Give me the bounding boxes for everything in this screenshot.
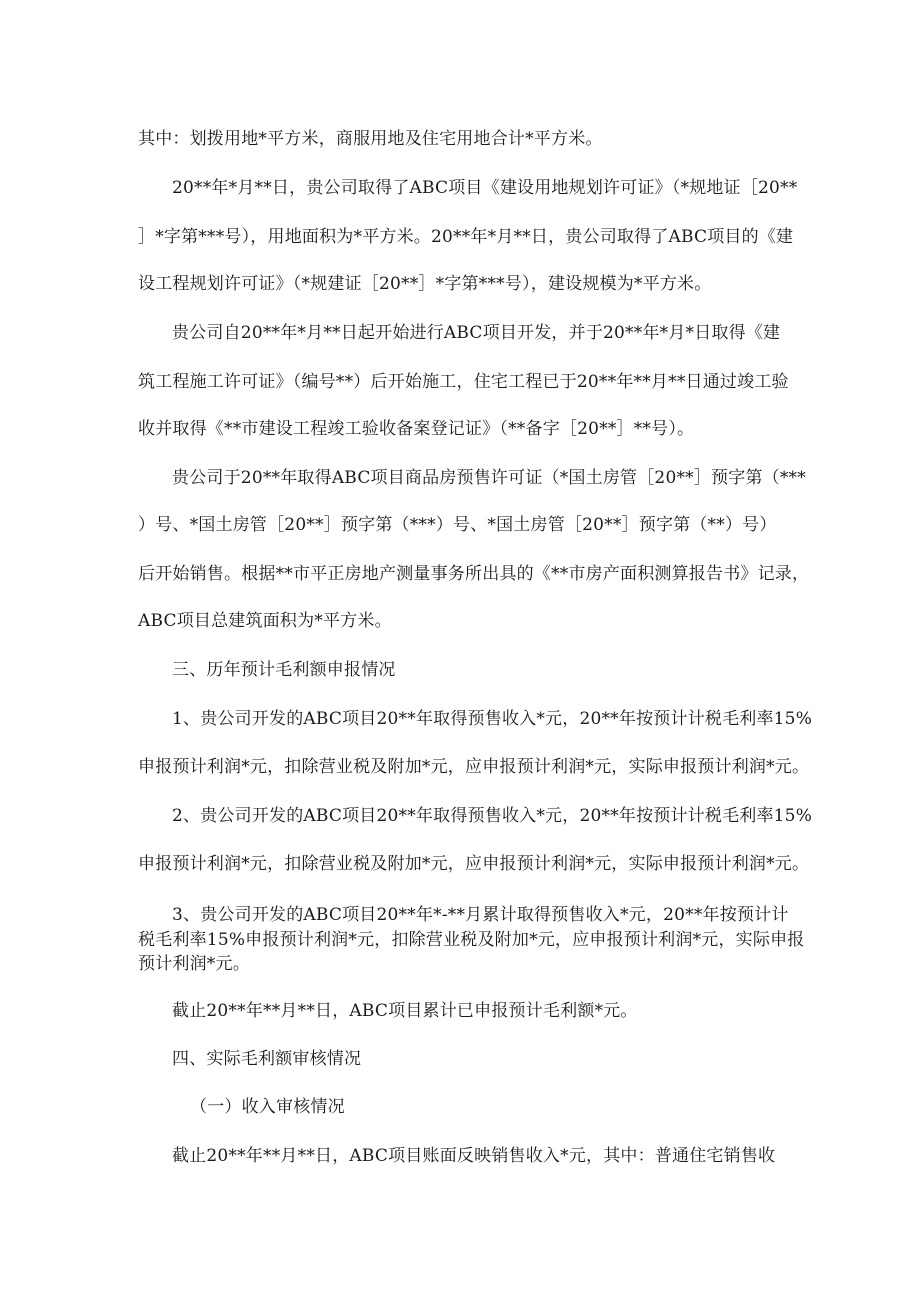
revenue-audit-line: 截止20**年**月**日，ABC项目账面反映销售收入*元，其中：普通住宅销售收: [172, 1146, 776, 1166]
item-2-line-1: 2、贵公司开发的ABC项目20**年取得预售收入*元，20**年按预计计税毛利率15%: [172, 806, 813, 826]
subsection-heading-1: （一）收入审核情况: [190, 1097, 345, 1117]
item-3-line-3: 预计利润*元。: [138, 954, 250, 974]
item-3-line-1: 3、贵公司开发的ABC项目20**年*-**月累计取得预售收入*元，20**年按预计计: [172, 905, 789, 925]
item-1-line-1: 1、贵公司开发的ABC项目20**年取得预售收入*元，20**年按预计计税毛利率15%: [172, 709, 813, 729]
section-heading-4: 四、实际毛利额审核情况: [172, 1049, 362, 1069]
item-1-line-2: 申报预计利润*元，扣除营业税及附加*元，应申报预计利润*元，实际申报预计利润*元。: [138, 757, 810, 777]
paragraph-construction-line-2: 筑工程施工许可证》（编号**）后开始施工，住宅工程已于20**年**月**日通过竣工验: [138, 372, 789, 392]
paragraph-planning-permit-line-3: 设工程规划许可证》（*规建证［20**］*字第***号），建设规模为*平方米。: [138, 274, 712, 294]
item-2-line-2: 申报预计利润*元，扣除营业税及附加*元，应申报预计利润*元，实际申报预计利润*元。: [138, 854, 810, 874]
paragraph-construction-line-1: 贵公司自20**年*月**日起开始进行ABC项目开发，并于20**年*月*日取得《建: [172, 323, 781, 343]
section-heading-3: 三、历年预计毛利额申报情况: [172, 660, 396, 680]
paragraph-construction-line-3: 收并取得《**市建设工程竣工验收备案登记证》（**备字［20**］**号）。: [138, 419, 695, 439]
paragraph-land-area-line: 其中：划拨用地*平方米，商服用地及住宅用地合计*平方米。: [138, 129, 603, 149]
paragraph-presale-line-3: 后开始销售。根据**市平正房地产测量事务所出具的《**市房产面积测算报告书》记录，: [138, 564, 810, 584]
item-3-line-2: 税毛利率15%申报预计利润*元，扣除营业税及附加*元，应申报预计利润*元，实际申报: [138, 930, 805, 950]
paragraph-planning-permit-line-2: ］*字第***号），用地面积为*平方米。20**年*月**日，贵公司取得了ABC项目的《建: [138, 227, 794, 247]
paragraph-presale-line-4: ABC项目总建筑面积为*平方米。: [138, 611, 392, 631]
cumulative-summary-line: 截止20**年**月**日，ABC项目累计已申报预计毛利额*元。: [172, 1001, 638, 1021]
paragraph-presale-line-1: 贵公司于20**年取得ABC项目商品房预售许可证（*国土房管［20**］预字第（***: [172, 468, 806, 488]
paragraph-presale-line-2: ）号、*国土房管［20**］预字第（***）号、*国土房管［20**］预字第（**）号）: [138, 515, 777, 535]
paragraph-planning-permit-line-1: 20**年*月**日，贵公司取得了ABC项目《建设用地规划许可证》（*规地证［20**: [172, 178, 798, 198]
